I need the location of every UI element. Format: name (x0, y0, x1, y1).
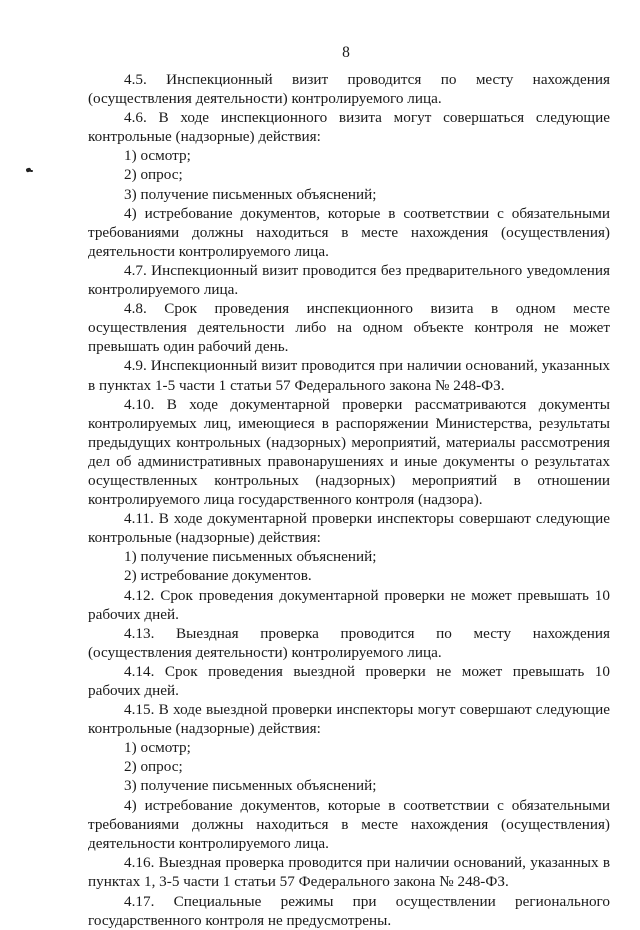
paragraph-4-11: 4.11. В ходе документарной проверки инспекторы совершают следующие контрольные (надзорные) действия: (88, 510, 610, 547)
list-item: 4) истребование документов, которые в соответствии с обязательными требованиями должны находиться в месте нахождения (осуществления) деятельности контролируемого лица. (88, 204, 610, 260)
paragraph-4-16: 4.16. Выездная проверка проводится при наличии оснований, указанных в пунктах 1, 3-5 части 1 статьи 57 Федерального закона № 248-ФЗ. (88, 853, 610, 890)
body-text (88, 70, 610, 930)
paragraph-4-12: 4.12. Срок проведения документарной проверки не может превышать 10 рабочих дней. (88, 586, 610, 623)
paragraph-4-10: 4.10. В ходе документарной проверки рассматриваются документы контролируемых лиц, имеющиеся в распоряжении Министерства, результаты предыдущих контрольных (надзорных) мероприятий, материалы рассмотрения дел об административных правонарушениях и иные документы о результатах осуществленных контрольных (надзорных) мероприятий в отношении контролируемого лица государственного контроля (надзора). (88, 395, 610, 509)
list-item: 2) опрос; (124, 758, 183, 776)
paragraph-4-6: 4.6. В ходе инспекционного визита могут совершаться следующие контрольные (надзорные) действия: (88, 109, 610, 146)
paragraph-4-17: 4.17. Специальные режимы при осуществлении регионального государственного контроля не предусмотрены. (88, 893, 610, 930)
paragraph-4-14: 4.14. Срок проведения выездной проверки не может превышать 10 рабочих дней. (88, 662, 610, 699)
paragraph-4-7: 4.7. Инспекционный визит проводится без предварительного уведомления контролируемого лица. (88, 261, 610, 299)
list-item: 1) осмотр; (124, 147, 191, 165)
list-item: 1) осмотр; (124, 739, 191, 757)
list-item: 2) истребование документов. (124, 567, 312, 585)
list-item: 1) получение письменных объяснений; (124, 548, 377, 566)
paragraph-4-9: 4.9. Инспекционный визит проводится при наличии оснований, указанных в пунктах 1-5 части 1 статьи 57 Федерального закона № 248-ФЗ. (88, 357, 610, 394)
scan-speck (30, 170, 33, 172)
page-number: 8 (342, 44, 350, 61)
paragraph-4-5: 4.5. Инспекционный визит проводится по месту нахождения (осуществления деятельности) контролируемого лица. (88, 71, 610, 108)
list-item: 2) опрос; (124, 166, 183, 184)
paragraph-4-8: 4.8. Срок проведения инспекционного визита в одном месте осуществления деятельности либо на одном объекте контроля не может превышать один рабочий день. (88, 300, 610, 356)
list-item: 3) получение письменных объяснений; (124, 777, 377, 795)
paragraph-4-15: 4.15. В ходе выездной проверки инспекторы могут совершают следующие контрольные (надзорные) действия: (88, 701, 610, 738)
list-item: 4) истребование документов, которые в соответствии с обязательными требованиями должны находиться в месте нахождения (осуществления) деятельности контролируемого лица. (88, 796, 610, 852)
paragraph-4-13: 4.13. Выездная проверка проводится по месту нахождения (осуществления деятельности) контролируемого лица. (88, 624, 610, 661)
list-item: 3) получение письменных объяснений; (124, 185, 377, 203)
